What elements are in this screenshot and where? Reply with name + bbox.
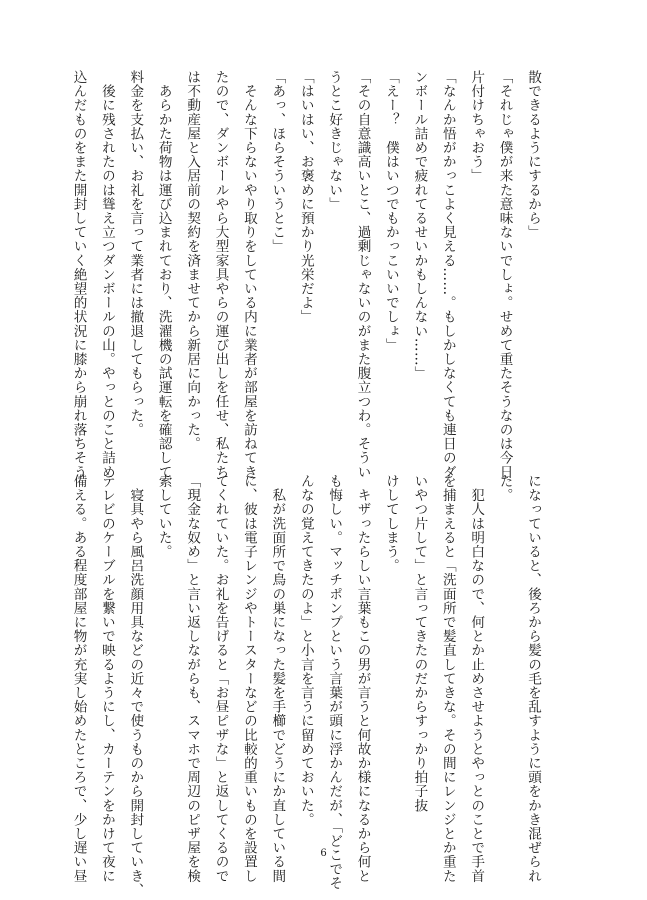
text-line: 「あっ、ほらそういうとこ」: [269, 70, 286, 254]
text-line: うとこ好きじゃない」: [326, 70, 343, 211]
upper-text-block: [70, 70, 547, 479]
text-line: 料金を支払い、お礼を言って業者には撤退してもらった。: [127, 70, 144, 437]
text-line: になっていると、後ろから髪の毛を乱すように頭をかき混ぜられ: [525, 474, 541, 883]
text-line: テレビのケーブルを繋いで映るようにし、カーテンをかけて夜に: [98, 474, 115, 883]
text-line: は不動産屋と入居前の契約を済ませてから新居に向かった。: [184, 70, 201, 451]
text-line: 散できるようにするから」: [525, 70, 541, 240]
text-line: 「なんか悟がかっこよく見える……。もしかしなくても連日のダ: [439, 70, 456, 479]
text-line: 「えー？ 僕はいつでもかっこいいでしょ」: [382, 70, 399, 352]
text-line: に、彼は電子レンジやトースターなどの比較的重いものを設置し: [240, 474, 257, 883]
text-line: たので、ダンボールやら大型家具やらの運び出しを任せ、私たち: [212, 70, 229, 479]
text-line: 「それじゃ僕が来た意味ないでしょ。せめて重たそうなのは今日: [496, 70, 513, 479]
text-line: た。: [496, 474, 513, 503]
text-line: 「はいはい、お褒めに預かり光栄だよ」: [297, 70, 314, 324]
text-line: キザったらしい言葉もこの男が言うと何故か様になるから何と: [354, 474, 371, 883]
text-line: いやつ片して」と言ってきたのだからすっかり拍子抜: [411, 474, 428, 813]
text-line: 寝具やら風呂洗顔用具などの近々で使うものから開封していき、: [127, 474, 144, 897]
text-line: 後に残されたのは聳え立つダンボールの山。やっとのこと詰め: [98, 70, 115, 479]
text-line: 備える。ある程度部屋に物が充実し始めたところで、少し遅い昼: [70, 474, 87, 883]
text-line: ンボール詰めで疲れてるせいかもしんない……」: [411, 70, 428, 381]
text-line: あらかた荷物は運び込まれており、洗濯機の試運転を確認して: [155, 70, 172, 479]
text-line: を捕まえると「洗面所で髪直してきな。その間にレンジとか重た: [439, 474, 456, 883]
text-line: 片付けちゃおう」: [468, 70, 485, 183]
text-line: んなの覚えてきたのよ」と小言を言うに留めておいた。: [297, 474, 314, 827]
text-line: 犯人は明白なので、何とか止めさせようとやっとのことで手首: [468, 474, 485, 883]
page-number: 6: [320, 848, 327, 859]
text-line: も悔しい。マッチポンプという言葉が頭に浮かんだが、「どこでそ: [326, 474, 343, 891]
text-line: 「現金な奴め」と言い返しながらも、スマホで周辺のピザ屋を検: [184, 474, 201, 883]
text-line: けしてしまう。: [382, 474, 399, 573]
text-line: 込んだものをまた開封していく絶望的状況に膝から崩れ落ちそう: [70, 70, 87, 479]
lower-text-block: [70, 474, 547, 897]
text-line: そんな下らないやり取りをしている内に業者が部屋を訪ねてき: [240, 70, 257, 479]
text-line: 索していた。: [155, 474, 172, 559]
text-line: 「その自意識高いとこ、過剰じゃないのがまた腹立つわ。そうい: [354, 70, 371, 479]
text-line: てくれていた。お礼を告げると「お昼ピザな」と返してくるので: [212, 474, 229, 883]
text-line: 私が洗面所で鳥の巣になった髪を手櫛でどうにか直している間: [269, 474, 286, 883]
